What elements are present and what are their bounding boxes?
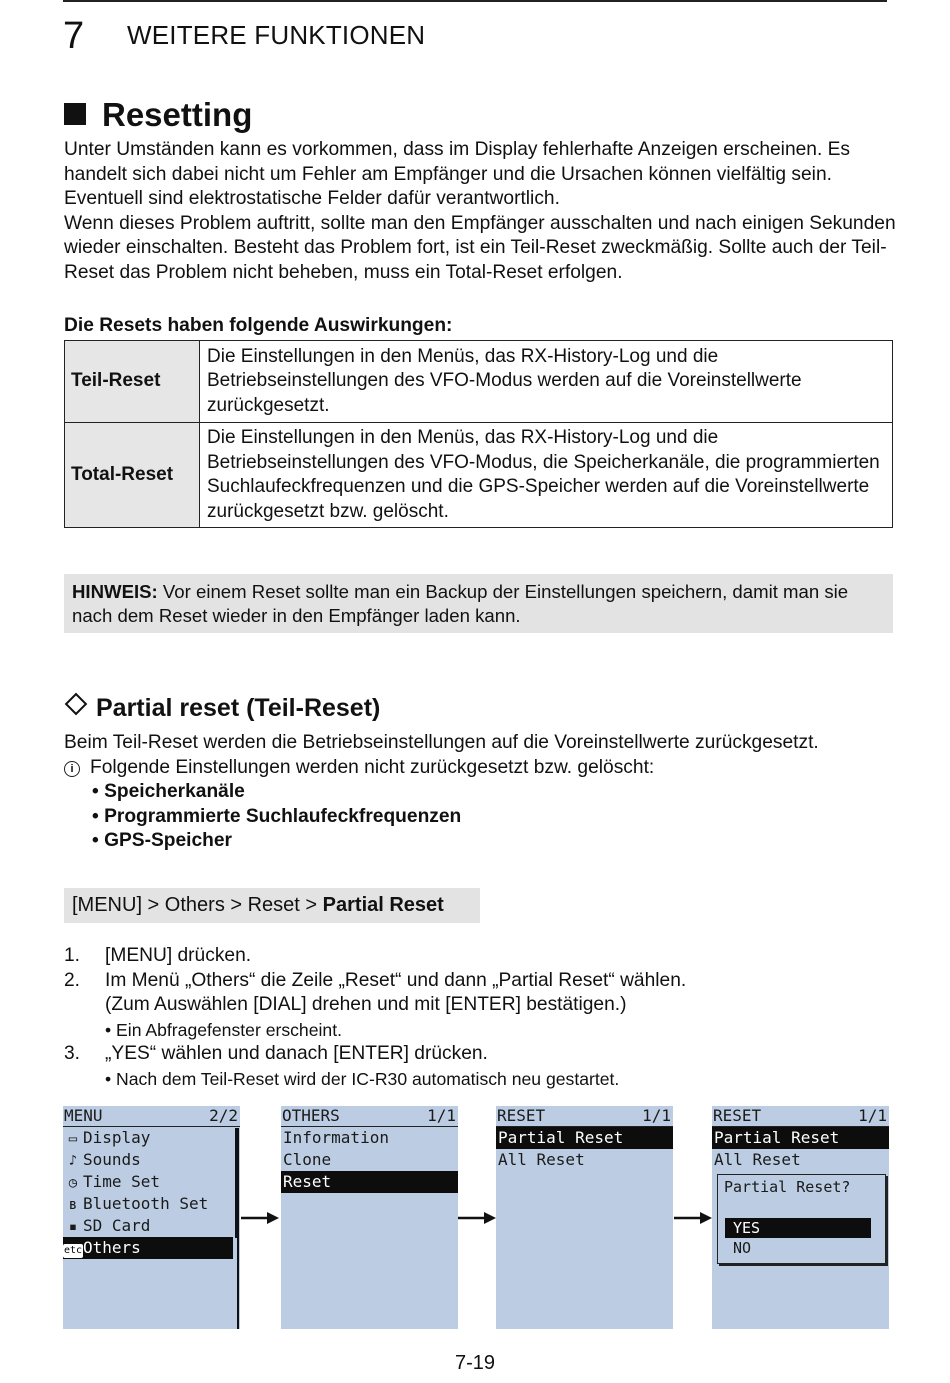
step-text: „YES“ wählen und danach [ENTER] drücken.: [105, 1043, 488, 1064]
screen-page-indicator: 2/2: [209, 1106, 238, 1125]
menu-item-clone[interactable]: Clone: [283, 1150, 332, 1169]
menu-item-label: SD Card: [83, 1216, 151, 1235]
step-item: [64, 944, 904, 969]
note-text: Vor einem Reset sollte man ein Backup der Einstellungen speichern, damit man sie nach dem Reset wieder in den Empfänger laden kann.: [72, 581, 849, 626]
step-text: [MENU] drücken.: [105, 945, 252, 966]
menu-item-sounds[interactable]: [63, 1149, 235, 1171]
menu-screen: [63, 1106, 240, 1329]
dialog-no-option[interactable]: NO: [733, 1239, 752, 1257]
menu-item-all-reset[interactable]: All Reset: [714, 1150, 801, 1169]
menu-path-prefix: [MENU] > Others > Reset >: [72, 894, 323, 916]
screen-title-bar: [63, 1106, 240, 1127]
menu-item-label: Time Set: [83, 1172, 161, 1191]
menu-item-bluetooth-set[interactable]: [63, 1193, 235, 1215]
menu-item-reset[interactable]: Reset: [281, 1171, 458, 1193]
section-title: [64, 96, 252, 134]
subsection-title: [64, 692, 380, 724]
info-line-text: Folgende Einstellungen werden nicht zurückgesetzt bzw. gelöscht:: [90, 756, 655, 778]
reset-confirm-screen: [712, 1106, 889, 1329]
etc-icon: etc: [63, 1245, 83, 1256]
menu-item-information[interactable]: Information: [283, 1128, 389, 1147]
arrow-right-icon: [458, 1211, 496, 1225]
scrollbar[interactable]: [237, 1128, 239, 1329]
step-number: 1.: [64, 945, 81, 966]
chapter-number: 7: [63, 15, 85, 57]
screen-page-indicator: 1/1: [427, 1106, 456, 1125]
note-label: HINWEIS:: [72, 581, 158, 602]
table-row: [65, 341, 893, 423]
step-subnote: • Ein Abfragefenster erscheint.: [105, 1019, 342, 1040]
info-line: [64, 756, 904, 781]
step-item: [64, 1042, 904, 1091]
list-item: • GPS-Speicher: [92, 829, 461, 854]
menu-item-label: Sounds: [83, 1150, 141, 1169]
intro-text: [64, 138, 904, 285]
info-icon: i: [64, 761, 80, 777]
subsection-title-text: Partial reset (Teil-Reset): [96, 694, 381, 722]
square-bullet-icon: [64, 103, 86, 125]
others-screen: [281, 1106, 458, 1329]
intro-paragraph-2: Wenn dieses Problem auftritt, sollte man den Empfänger ausschalten und nach einigen Sekunden wieder einschalten. Besteht das Problem fort, ist ein Teil-Reset zweckmäßig. Sollte auch der Teil-Reset das Problem nicht beheben, muss ein Total-Reset erfolgen.: [64, 212, 896, 283]
list-item: • Programmierte Suchlaufeckfrequenzen: [92, 805, 461, 830]
table-row-label: Teil-Reset: [65, 341, 200, 423]
step-text: Im Menü „Others“ die Zeile „Reset“ und dann „Partial Reset“ wählen.: [105, 969, 687, 991]
diamond-icon: [65, 693, 88, 716]
intro-paragraph-1: Unter Umständen kann es vorkommen, dass im Display fehlerhafte Anzeigen erscheinen. Es handelt sich dabei nicht um Fehler am Empfänger und die Ursachen können vielfältig sein. Eventuell sind elektrostatische Felder dafür verantwortlich.: [64, 139, 851, 209]
dialog-yes-option[interactable]: YES: [725, 1218, 871, 1238]
table-heading: Die Resets haben folgende Auswirkungen:: [64, 315, 453, 336]
table-row-description: Die Einstellungen in den Menüs, das RX-History-Log und die Betriebseinstellungen des VFO-Modus werden auf die Voreinstellwerte zurückgesetzt.: [200, 341, 893, 423]
menu-item-label: Display: [83, 1128, 151, 1147]
menu-item-time-set[interactable]: [63, 1171, 235, 1193]
sounds-icon: ♪: [68, 1153, 78, 1169]
bluetooth-icon: ʙ: [68, 1197, 78, 1213]
menu-item-all-reset[interactable]: All Reset: [498, 1150, 585, 1169]
menu-item-partial-reset[interactable]: Partial Reset: [712, 1127, 889, 1149]
page-number: 7-19: [454, 1352, 496, 1374]
arrow-right-icon: [241, 1211, 279, 1225]
reset-effects-table: [64, 340, 893, 528]
bullet-list: [92, 780, 461, 854]
menu-item-partial-reset[interactable]: Partial Reset: [496, 1127, 673, 1149]
note-box: [64, 574, 893, 633]
sd-card-icon: ▪: [68, 1219, 78, 1235]
menu-item-label: Bluetooth Set: [83, 1194, 209, 1213]
menu-item-sd-card[interactable]: [63, 1215, 235, 1237]
subsection-line-1: Beim Teil-Reset werden die Betriebseinstellungen auf die Voreinstellwerte zurückgesetzt.: [64, 732, 819, 753]
clock-icon: ◷: [68, 1175, 78, 1191]
screen-page-indicator: 1/1: [858, 1106, 887, 1125]
dialog-question: Partial Reset?: [724, 1178, 851, 1196]
screen-title-bar: [496, 1106, 673, 1127]
subsection-text: [64, 731, 904, 780]
list-item: • Speicherkanäle: [92, 780, 461, 805]
step-list: [64, 944, 904, 1091]
step-number: 3.: [64, 1043, 81, 1064]
step-item: [64, 969, 904, 1043]
step-number: 2.: [64, 969, 81, 991]
menu-item-others[interactable]: [63, 1237, 233, 1259]
menu-path: [64, 888, 480, 923]
menu-item-label: Others: [83, 1238, 141, 1257]
menu-item-display[interactable]: [63, 1127, 235, 1149]
screen-title-bar: [281, 1106, 458, 1127]
header-rule: [63, 0, 887, 2]
confirm-dialog: [717, 1174, 886, 1264]
screen-page-indicator: 1/1: [642, 1106, 671, 1125]
table-row: [65, 423, 893, 528]
screen-title: MENU: [64, 1106, 103, 1125]
step-subnote: • Nach dem Teil-Reset wird der IC-R30 automatisch neu gestartet.: [105, 1068, 620, 1089]
arrow-right-icon: [674, 1211, 712, 1225]
step-text-continued: (Zum Auswählen [DIAL] drehen und mit [ENTER] bestätigen.): [105, 994, 627, 1015]
table-row-description: Die Einstellungen in den Menüs, das RX-History-Log und die Betriebseinstellungen des VFO-Modus, die Speicherkanäle, die programmierten Suchlaufeckfrequenzen und die GPS-Speicher werden auf die Voreinstellwerte zurückgesetzt bzw. gelöscht.: [200, 423, 893, 528]
screen-title: RESET: [497, 1106, 546, 1125]
screen-title-bar: [712, 1106, 889, 1127]
screen-title: RESET: [713, 1106, 762, 1125]
table-row-label: Total-Reset: [65, 423, 200, 528]
display-icon: ▭: [68, 1131, 78, 1147]
reset-screen: [496, 1106, 673, 1329]
chapter-title: WEITERE FUNKTIONEN: [127, 20, 426, 50]
menu-path-target: Partial Reset: [322, 894, 444, 916]
section-title-text: Resetting: [102, 96, 253, 133]
screen-title: OTHERS: [282, 1106, 340, 1125]
